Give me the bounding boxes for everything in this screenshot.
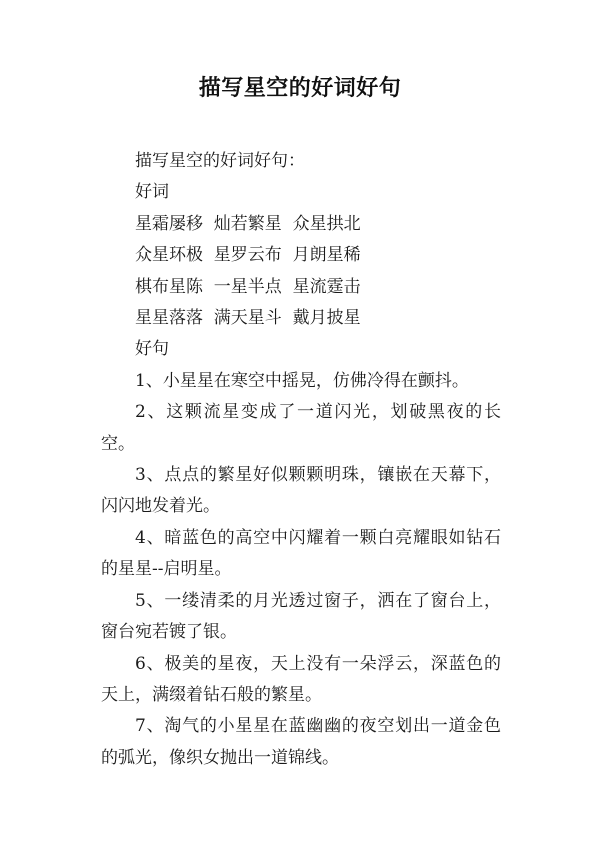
word-row: 棋布星陈 一星半点 星流霆击	[135, 276, 361, 297]
sentence-paragraph: 7、淘气的小星星在蓝幽幽的夜空划出一道金色的弧光，像织女抛出一道锦线。	[101, 716, 501, 768]
sentences-heading: 好句	[135, 339, 169, 360]
document-body	[101, 146, 501, 774]
sentence-paragraph: 1、小星星在寒空中摇晃，仿佛冷得在颤抖。	[135, 370, 469, 391]
sentence-paragraph: 4、暗蓝色的高空中闪耀着一颗白亮耀眼如钻石的星星--启明星。	[101, 527, 501, 580]
sentence-paragraph: 2、这颗流星变成了一道闪光，划破黑夜的长空。	[101, 402, 501, 454]
intro-line: 描写星空的好词好句：	[135, 151, 305, 171]
word-row: 星星落落 满天星斗 戴月披星	[135, 308, 361, 329]
word-row: 众星环极 星罗云布 月朗星稀	[135, 245, 361, 266]
words-heading: 好词	[135, 182, 169, 203]
word-row: 星霜屡移 灿若繁星 众星拱北	[135, 213, 361, 234]
sentence-paragraph: 5、一缕清柔的月光透过窗子，洒在了窗台上，窗台宛若镀了银。	[101, 590, 501, 643]
page-title: 描写星空的好词好句	[198, 76, 402, 101]
sentence-paragraph: 6、极美的星夜，天上没有一朵浮云，深蓝色的天上，满缀着钻石般的繁星。	[101, 653, 501, 705]
sentence-paragraph: 3、点点的繁星好似颗颗明珠，镶嵌在天幕下，闪闪地发着光。	[101, 465, 501, 517]
